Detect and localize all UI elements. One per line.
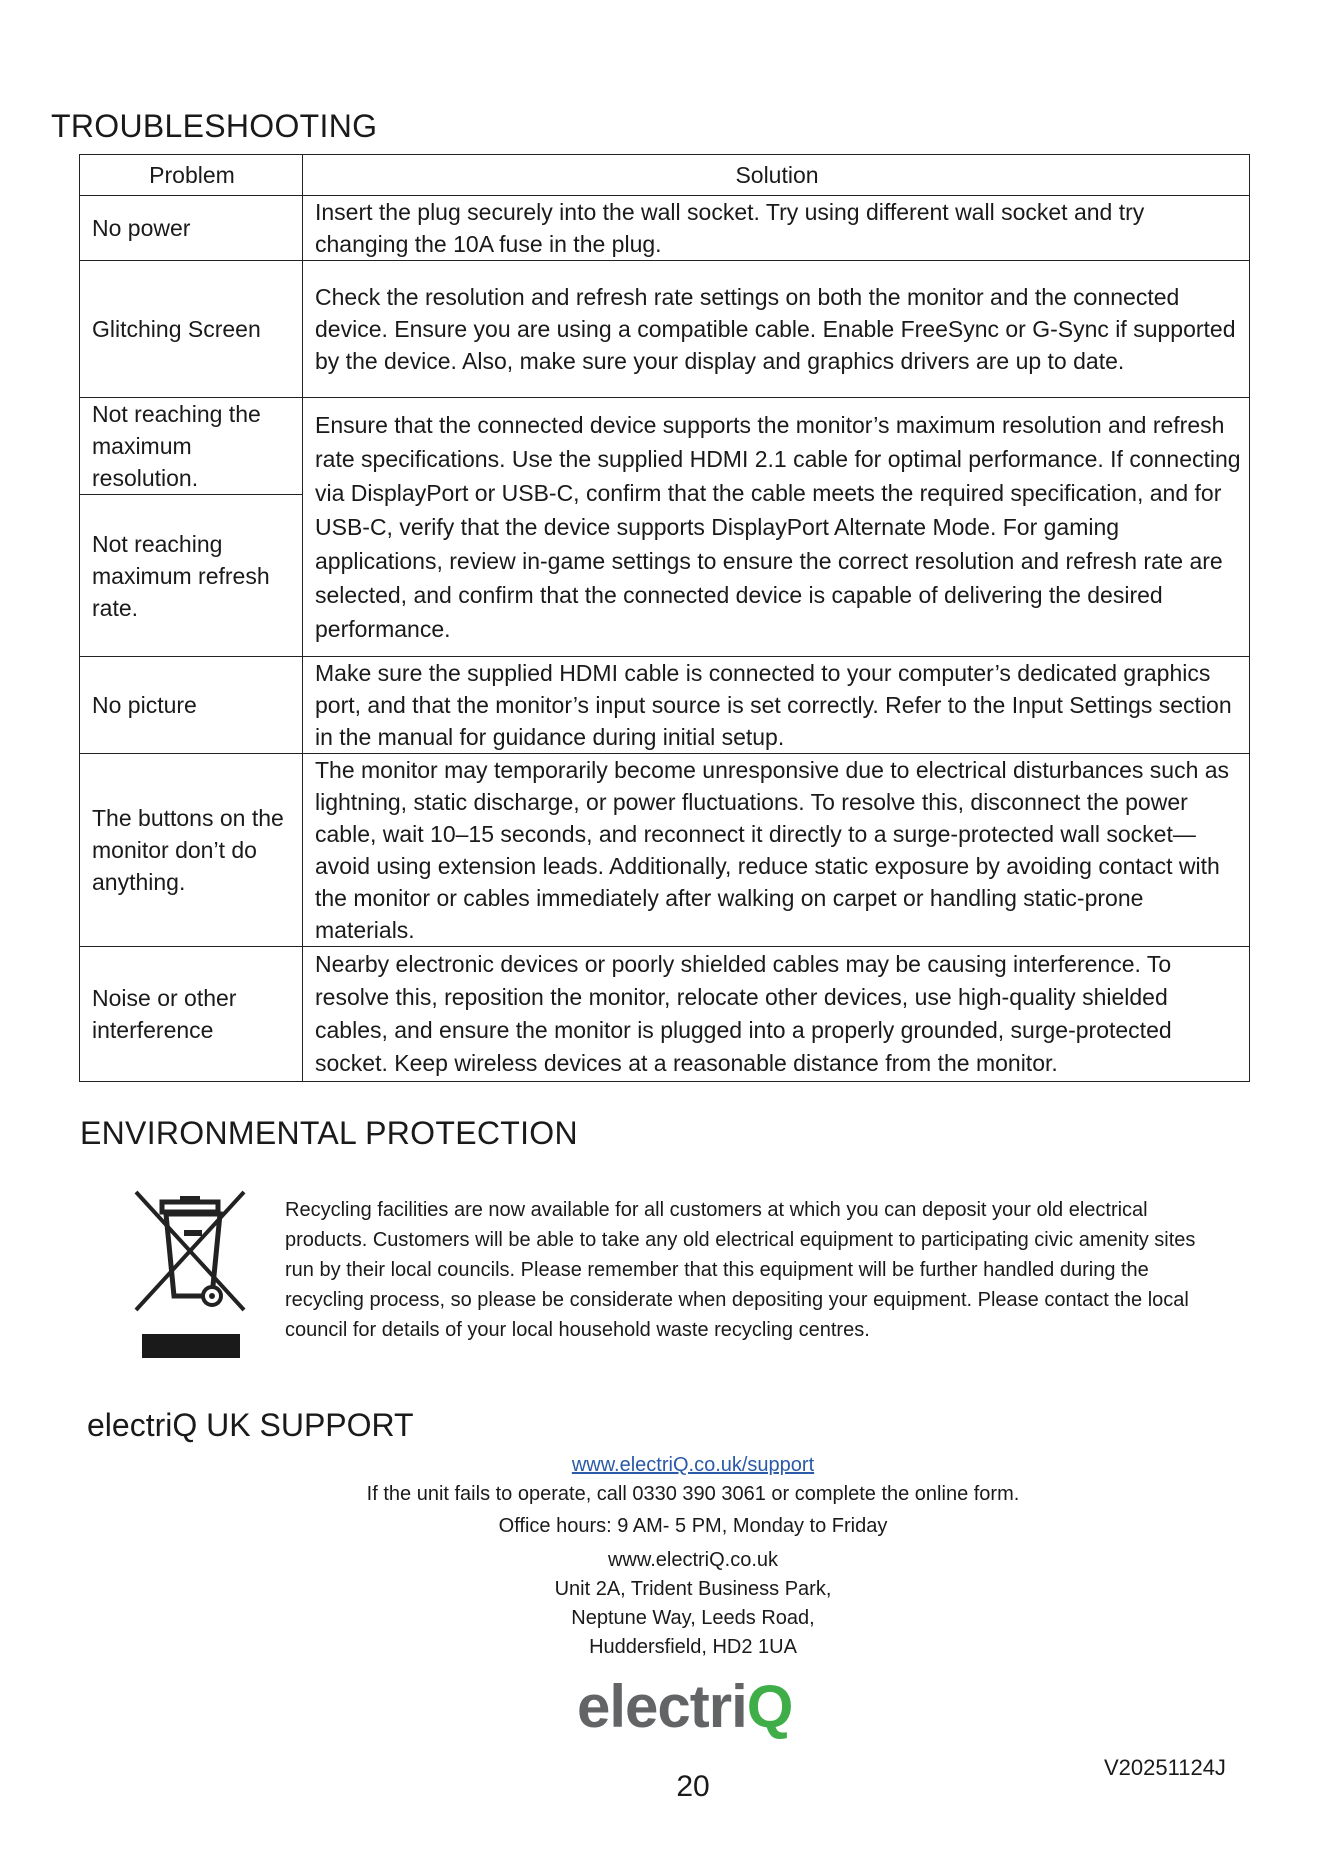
support-address-line: Huddersfield, HD2 1UA: [589, 1636, 797, 1658]
troubleshooting-table: [79, 154, 1250, 1082]
header-problem: Problem: [80, 155, 303, 196]
problem-cell: Not reaching maximum refresh rate.: [80, 495, 303, 657]
crossed-out-wheelie-bin-icon: [128, 1184, 258, 1364]
table-row: [80, 947, 1250, 1082]
page-number: 20: [676, 1770, 710, 1803]
table-row: [80, 657, 1250, 754]
support-address-line: Neptune Way, Leeds Road,: [571, 1607, 815, 1629]
support-address-line: Unit 2A, Trident Business Park,: [554, 1578, 832, 1600]
solution-cell: Nearby electronic devices or poorly shielded cables may be causing interference. To resolve this, reposition the monitor, relocate other devices, use high-quality shielded cables, and ensure the monitor is plugged into a properly grounded, surge-protected socket. Keep wireless devices at a reasonable distance from the monitor.: [303, 947, 1250, 1082]
support-website: www.electriQ.co.uk: [607, 1549, 779, 1571]
support-info: [0, 1451, 1324, 1662]
table-row: [80, 196, 1250, 261]
solution-cell: Insert the plug securely into the wall socket. Try using different wall socket and try changing the 10A fuse in the plug.: [303, 196, 1250, 261]
support-office-hours: Office hours: 9 AM- 5 PM, Monday to Friday: [498, 1515, 888, 1537]
problem-cell: Not reaching the maximum resolution.: [80, 398, 303, 495]
environmental-text: Recycling facilities are now available for all customers at which you can deposit your old electrical products. Customers will be able to take any old electrical equipment to participating civic amenity sites run by their local councils. Please remember that this equipment will be further handled during the recycling process, so please be considerate when depositing your equipment. Please contact the local council for details of your local household waste recycling centres.: [285, 1199, 1196, 1341]
table-header-row: [80, 155, 1250, 196]
problem-cell: Glitching Screen: [80, 261, 303, 398]
support-line-call: If the unit fails to operate, call 0330 390 3061 or complete the online form.: [366, 1483, 1020, 1505]
environmental-heading: ENVIRONMENTAL PROTECTION: [80, 1115, 578, 1151]
support-heading: electriQ UK SUPPORT: [87, 1407, 414, 1443]
table-row: [80, 261, 1250, 398]
electriq-logo: [577, 1672, 792, 1752]
logo-text-main: electri: [577, 1673, 747, 1740]
solution-cell: Check the resolution and refresh rate settings on both the monitor and the connected device. Ensure you are using a compatible cable. Enable FreeSync or G-Sync if supported by the device. Also, make sure your display and graphics drivers are up to date.: [303, 261, 1250, 398]
header-solution: Solution: [303, 155, 1250, 196]
solution-cell: Make sure the supplied HDMI cable is connected to your computer’s dedicated graphics port, and that the monitor’s input source is set correctly. Refer to the Input Settings section in the manual for guidance during initial setup.: [303, 657, 1250, 754]
problem-cell: Noise or other interference: [80, 947, 303, 1082]
solution-cell: The monitor may temporarily become unresponsive due to electrical disturbances such as lightning, static discharge, or power fluctuations. To resolve this, disconnect the power cable, wait 10–15 seconds, and reconnect it directly to a surge-protected wall socket—avoid using extension leads. Additionally, reduce static exposure by avoiding contact with the monitor or cables immediately after walking on carpet or handling static-prone materials.: [303, 754, 1250, 947]
support-link[interactable]: www.electriQ.co.uk/support: [571, 1454, 815, 1476]
troubleshooting-heading: TROUBLESHOOTING: [51, 108, 378, 144]
version-code: V20251124J: [1104, 1755, 1226, 1780]
table-row: [80, 398, 1250, 495]
problem-cell: The buttons on the monitor don’t do anything.: [80, 754, 303, 947]
problem-cell: No picture: [80, 657, 303, 754]
logo-text-accent: Q: [746, 1673, 793, 1740]
table-row: [80, 754, 1250, 947]
problem-cell: No power: [80, 196, 303, 261]
solution-cell: Ensure that the connected device supports the monitor’s maximum resolution and refresh rate specifications. Use the supplied HDMI 2.1 cable for optimal performance. If connecting via DisplayPort or USB-C, confirm that the cable meets the required specification, and for USB-C, verify that the device supports DisplayPort Alternate Mode. For gaming applications, review in-game settings to ensure the correct resolution and refresh rate are selected, and confirm that the connected device is capable of delivering the desired performance.: [303, 398, 1250, 657]
